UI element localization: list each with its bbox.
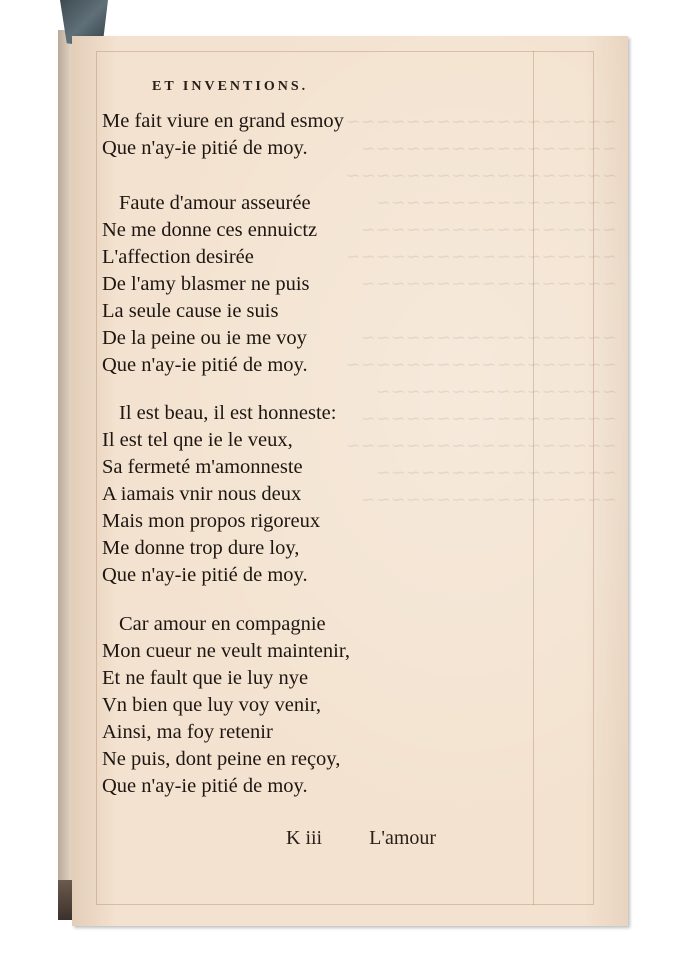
verse-line: Faute d'amour asseurée: [119, 192, 311, 214]
verse-line: Mon cueur ne veult maintenir,: [102, 640, 350, 662]
show-through-verso: ~~~~~~~~~~~~~~~~~~ ~~~~~~~~~~~~~~~~~ ~~~~~~~~~~~~~~~~~~ ~~~~~~~~~~~~~~~~ ~~~~~~~~~~~~~~~~~ ~~~~~~~~~~~~~~~~~~ ~~~~~~~~~~~~~~~~~ ~~~~~~~~~~~~~~~~~ ~~~~~~~~~~~~~~~~~~ ~~~~~~~~~~~~~~~~ ~~~~~~~~~~~~~~~~~ ~~~~~~~~~~~~~~~~~~ ~~~~~~~~~~~~~~~~ ~~~~~~~~~~~~~~~~~: [345, 111, 617, 510]
verse-line: Mais mon propos rigoreux: [102, 510, 321, 532]
stanza-2: [102, 190, 317, 379]
stanza-4: [102, 611, 350, 800]
verse-line: Me donne trop dure loy,: [102, 537, 300, 559]
verse-line: Ainsi, ma foy retenir: [102, 721, 273, 743]
verse-line: Car amour en compagnie: [119, 613, 326, 635]
stanza-1: [102, 108, 344, 162]
verse-line: Il est beau, il est honneste:: [119, 402, 337, 424]
signature-mark: K iii: [286, 827, 323, 849]
verse-line: De la peine ou ie me voy: [102, 327, 307, 349]
verse-line: De l'amy blasmer ne puis: [102, 273, 310, 295]
catchword: L'amour: [369, 827, 437, 849]
refrain-line: Que n'ay-ie pitié de moy.: [102, 564, 308, 586]
verse-line: Ne puis, dont peine en reçoy,: [102, 748, 341, 770]
refrain-line: Que n'ay-ie pitié de moy.: [102, 354, 308, 376]
verse-line: Me fait viure en grand esmoy: [102, 110, 344, 132]
verse-line: Ne me donne ces ennuictz: [102, 219, 318, 241]
refrain-line: Que n'ay-ie pitié de moy.: [102, 775, 308, 797]
stanza-3: [102, 400, 336, 589]
verse-line: Sa fermeté m'amonneste: [102, 456, 303, 478]
verse-line: Il est tel qne ie le veux,: [102, 429, 293, 451]
verse-line: La seule cause ie suis: [102, 300, 279, 322]
verse-line: Et ne fault que ie luy nye: [102, 667, 309, 689]
verse-line: A iamais vnir nous deux: [102, 483, 302, 505]
verse-line: L'affection desirée: [102, 246, 254, 268]
page-footer: [286, 827, 436, 850]
refrain-line: Que n'ay-ie pitié de moy.: [102, 137, 308, 159]
running-head: ET INVENTIONS.: [152, 79, 309, 94]
verse-line: Vn bien que luy voy venir,: [102, 694, 321, 716]
